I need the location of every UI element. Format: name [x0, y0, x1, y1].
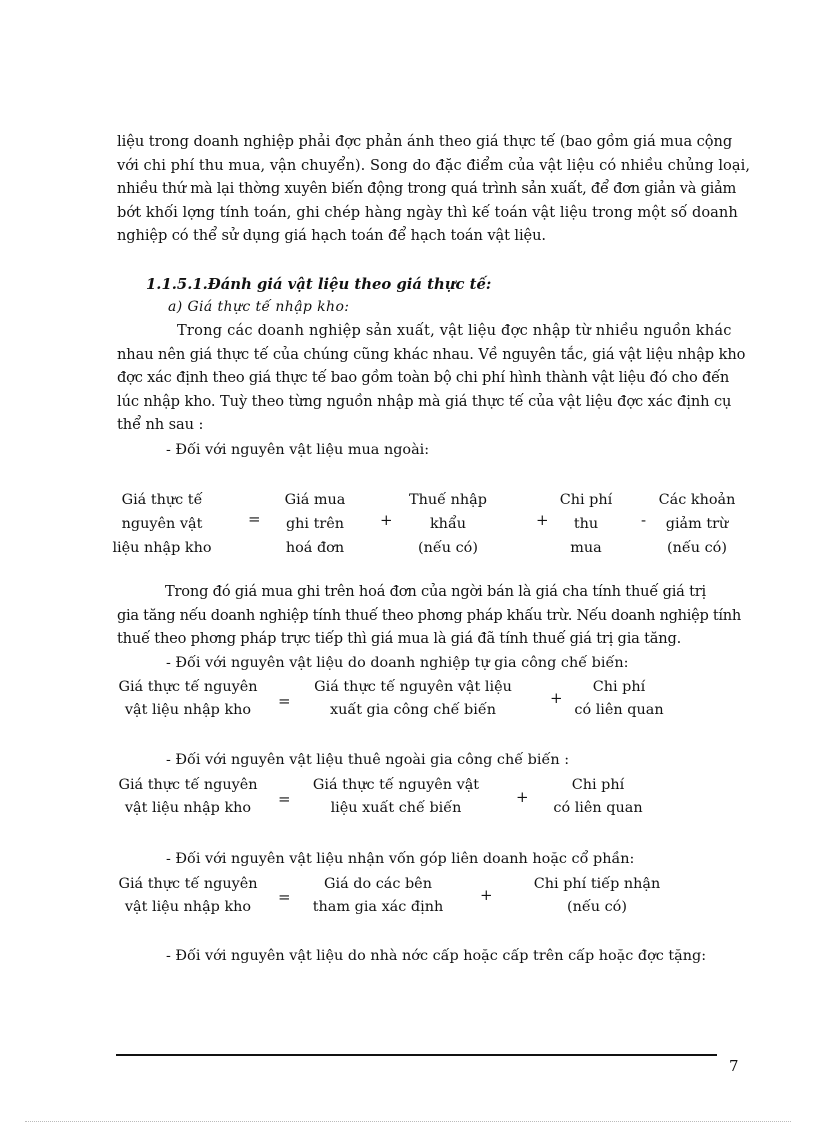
- formula-term: [659, 488, 736, 560]
- formula-text: Chi phí: [571, 777, 625, 793]
- formula-text: vật liệu nhập kho: [124, 899, 252, 915]
- equals-sign: =: [248, 510, 261, 528]
- footer-rule: [116, 1054, 717, 1056]
- plus-sign: +: [380, 511, 393, 529]
- formula-text: liệu nhập kho: [112, 540, 212, 556]
- formula-term: [534, 873, 661, 919]
- plus-sign: +: [480, 886, 493, 904]
- formula-text: Các khoản: [658, 492, 736, 508]
- paragraph-line: thuế theo phơng pháp trực tiếp thì giá mua là giá đã tính thuế giá trị gia tăng.: [117, 630, 682, 647]
- top-paragraph: [117, 130, 751, 248]
- paragraph-line: đợc xác định theo giá thực tế bao gồm toàn bộ chi phí hình thành vật liệu đó cho đến: [117, 369, 730, 386]
- formula-text: thu: [573, 516, 599, 532]
- formula-text: (nếu có): [667, 540, 727, 556]
- formula-text: khẩu: [429, 516, 467, 532]
- formula-text: (nếu có): [418, 540, 478, 556]
- paragraph-line: Trong đó giá mua ghi trên hoá đơn của ngời bán là giá cha tính thuế giá trị: [165, 583, 707, 600]
- plus-sign: +: [516, 788, 529, 806]
- paragraph-line: Trong các doanh nghiệp sản xuất, vật liệu đợc nhập từ nhiều nguồn khác: [177, 322, 732, 339]
- formula-term: [574, 676, 663, 722]
- minus-sign: -: [641, 511, 647, 529]
- formula-text: Giá thực tế nguyên vật: [312, 777, 480, 793]
- formula-term: [313, 873, 444, 919]
- formula-text: Giá thực tế nguyên: [118, 777, 258, 793]
- formula-text: nguyên vật: [121, 516, 203, 532]
- formula-term: [553, 774, 642, 820]
- formula-text: Chi phí: [559, 492, 613, 508]
- formula-text: (nếu có): [567, 899, 627, 915]
- case-state-label: - Đối với nguyên vật liệu do nhà nớc cấp hoặc cấp trên cấp hoặc đợc tặng:: [166, 948, 707, 964]
- case-outsourced-label: - Đối với nguyên vật liệu thuê ngoài gia công chế biến :: [166, 752, 570, 768]
- intro-paragraph: [117, 319, 746, 437]
- formula-text: Giá thực tế: [121, 492, 203, 508]
- formula-term: [560, 488, 613, 560]
- section-heading: 1.1.5.1.Đánh giá vật liệu theo giá thực tế:: [146, 276, 492, 293]
- case-self-processing-label: - Đối với nguyên vật liệu do doanh nghiệp tự gia công chế biến:: [166, 655, 629, 671]
- formula-text: Thuế nhập: [409, 492, 487, 508]
- formula-text: Giá thực tế nguyên: [118, 876, 258, 892]
- formula-text: vật liệu nhập kho: [124, 702, 252, 718]
- formula-text: Chi phí tiếp nhận: [533, 876, 661, 892]
- formula-term: [313, 774, 479, 820]
- paragraph-line: lúc nhập kho. Tuỳ theo từng nguồn nhập mà giá thực tế của vật liệu đợc xác định cụ: [117, 392, 732, 410]
- formula-term: [285, 488, 346, 560]
- paragraph-line: nhau nên giá thực tế của chúng cũng khác nhau. Về nguyên tắc, giá vật liệu nhập kho: [117, 345, 746, 363]
- note-paragraph: [117, 580, 741, 651]
- equals-sign: =: [278, 790, 291, 808]
- formula-text: có liên quan: [574, 702, 664, 718]
- formula-term: [314, 676, 512, 722]
- formula-text: giảm trừ: [665, 516, 729, 532]
- formula-result: [118, 873, 257, 919]
- formula-text: có liên quan: [553, 800, 643, 816]
- formula-text: mua: [570, 540, 602, 556]
- page-number: 7: [729, 1057, 739, 1075]
- formula-text: Giá mua: [284, 492, 346, 508]
- plus-sign: +: [536, 511, 549, 529]
- formula-text: Giá thực tế nguyên: [118, 679, 258, 695]
- paragraph-line: với chi phí thu mua, vận chuyển). Song do đặc điểm của vật liệu có nhiều chủng loại,: [117, 156, 751, 174]
- paragraph-line: liệu trong doanh nghiệp phải đợc phản ánh theo giá thực tế (bao gồm giá mua cộng: [117, 133, 733, 150]
- equals-sign: =: [278, 888, 291, 906]
- paragraph-line: gia tăng nếu doanh nghiệp tính thuế theo phơng pháp khấu trừ. Nếu doanh nghiệp tính: [117, 606, 741, 624]
- paragraph-line: nghiệp có thể sử dụng giá hạch toán để hạch toán vật liệu.: [117, 227, 546, 244]
- paragraph-line: thể nh sau :: [117, 416, 204, 433]
- formula-result: [118, 774, 257, 820]
- formula-text: vật liệu nhập kho: [124, 800, 252, 816]
- equals-sign: =: [278, 692, 291, 710]
- formula-text: Chi phí: [592, 679, 646, 695]
- formula-text: hoá đơn: [285, 540, 345, 556]
- formula-text: xuất gia công chế biến: [330, 702, 496, 718]
- formula-result: [118, 676, 257, 722]
- subsection-heading: a) Giá thực tế nhập kho:: [168, 299, 350, 315]
- plus-sign: +: [550, 689, 563, 707]
- formula-term: [409, 488, 487, 560]
- paragraph-line: bớt khối lợng tính toán, ghi chép hàng ngày thì kế toán vật liệu trong một số doanh: [117, 203, 738, 221]
- formula-text: liệu xuất chế biến: [330, 800, 462, 816]
- formula-text: ghi trên: [285, 516, 345, 532]
- formula-text: tham gia xác định: [312, 899, 444, 915]
- page-bottom-border: [25, 1121, 791, 1122]
- formula-result: [112, 488, 211, 560]
- formula-text: Giá thực tế nguyên vật liệu: [314, 679, 512, 695]
- case-capital-label: - Đối với nguyên vật liệu nhận vốn góp liên doanh hoặc cổ phần:: [166, 851, 635, 867]
- case-purchase-label: - Đối với nguyên vật liệu mua ngoài:: [166, 442, 430, 458]
- formula-text: Giá do các bên: [324, 876, 432, 892]
- paragraph-line: nhiều thứ mà lại thờng xuyên biến động trong quá trình sản xuất, để đơn giản và giảm: [117, 180, 737, 197]
